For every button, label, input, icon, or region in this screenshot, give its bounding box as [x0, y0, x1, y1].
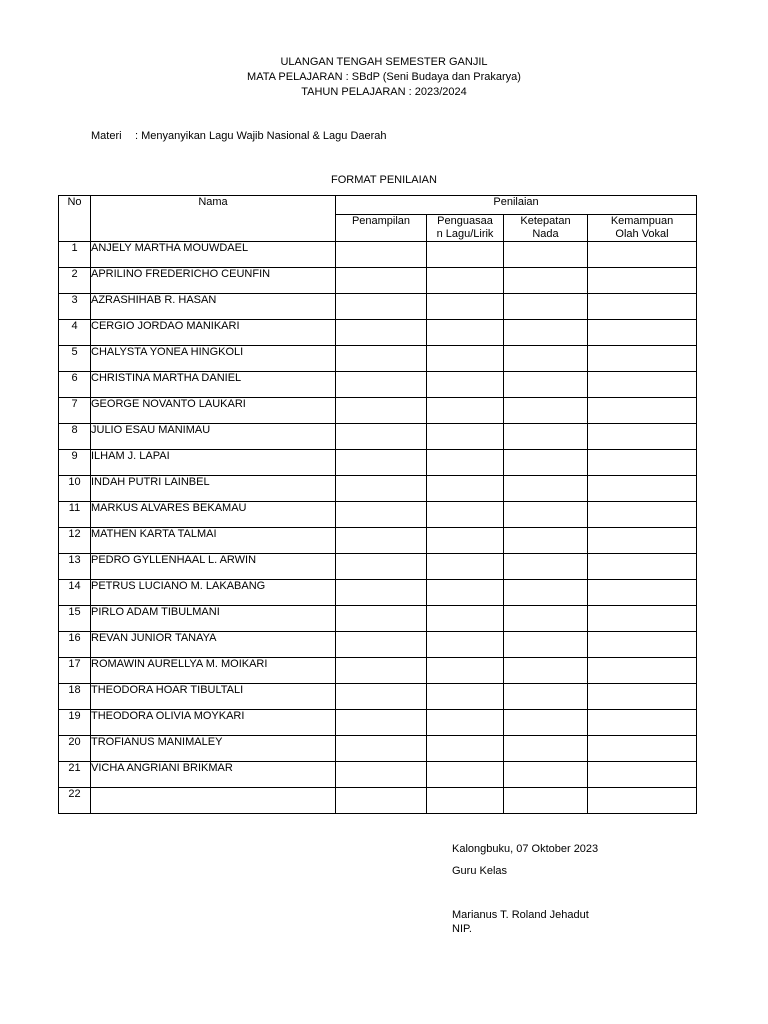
- signature-place-date: Kalongbuku, 07 Oktober 2023: [452, 843, 599, 855]
- score-kemampuan-cell: [588, 788, 697, 814]
- score-kemampuan-cell: [588, 242, 697, 268]
- col-header-kemampuan: Kemampuan Olah Vokal: [588, 215, 697, 242]
- row-number: 16: [59, 632, 91, 658]
- academic-year-line: TAHUN PELAJARAN : 2023/2024: [301, 86, 467, 98]
- score-ketepatan-cell: [504, 528, 588, 554]
- score-penampilan-cell: [336, 372, 427, 398]
- score-kemampuan-cell: [588, 736, 697, 762]
- row-number: 12: [59, 528, 91, 554]
- score-penampilan-cell: [336, 424, 427, 450]
- student-name: PIRLO ADAM TIBULMANI: [91, 606, 336, 632]
- student-name: MATHEN KARTA TALMAI: [91, 528, 336, 554]
- col-header-penilaian: Penilaian: [336, 196, 697, 215]
- grading-table: [58, 195, 697, 814]
- row-number: 9: [59, 450, 91, 476]
- score-penguasaan-cell: [427, 268, 504, 294]
- score-penampilan-cell: [336, 294, 427, 320]
- score-penguasaan-cell: [427, 294, 504, 320]
- row-number: 18: [59, 684, 91, 710]
- student-name: VICHA ANGRIANI BRIKMAR: [91, 762, 336, 788]
- score-kemampuan-cell: [588, 606, 697, 632]
- row-number: 14: [59, 580, 91, 606]
- student-name: PETRUS LUCIANO M. LAKABANG: [91, 580, 336, 606]
- score-kemampuan-cell: [588, 632, 697, 658]
- student-name: AZRASHIHAB R. HASAN: [91, 294, 336, 320]
- student-name: ROMAWIN AURELLYA M. MOIKARI: [91, 658, 336, 684]
- table-row: [59, 788, 697, 814]
- score-penguasaan-cell: [427, 554, 504, 580]
- score-penguasaan-cell: [427, 710, 504, 736]
- row-number: 21: [59, 762, 91, 788]
- format-title: FORMAT PENILAIAN: [331, 174, 437, 186]
- score-kemampuan-cell: [588, 450, 697, 476]
- student-name: TROFIANUS MANIMALEY: [91, 736, 336, 762]
- row-number: 5: [59, 346, 91, 372]
- score-ketepatan-cell: [504, 372, 588, 398]
- score-kemampuan-cell: [588, 320, 697, 346]
- student-name: REVAN JUNIOR TANAYA: [91, 632, 336, 658]
- score-penguasaan-cell: [427, 684, 504, 710]
- score-ketepatan-cell: [504, 476, 588, 502]
- score-penguasaan-cell: [427, 476, 504, 502]
- row-number: 1: [59, 242, 91, 268]
- student-name: MARKUS ALVARES BEKAMAU: [91, 502, 336, 528]
- score-penguasaan-cell: [427, 450, 504, 476]
- score-kemampuan-cell: [588, 710, 697, 736]
- score-kemampuan-cell: [588, 554, 697, 580]
- table-row: [59, 632, 697, 658]
- materi-line: [91, 130, 387, 142]
- table-row: [59, 710, 697, 736]
- score-penampilan-cell: [336, 632, 427, 658]
- student-name: THEODORA OLIVIA MOYKARI: [91, 710, 336, 736]
- score-ketepatan-cell: [504, 346, 588, 372]
- score-kemampuan-cell: [588, 684, 697, 710]
- row-number: 10: [59, 476, 91, 502]
- row-number: 19: [59, 710, 91, 736]
- score-ketepatan-cell: [504, 710, 588, 736]
- student-name: APRILINO FREDERICHO CEUNFIN: [91, 268, 336, 294]
- score-ketepatan-cell: [504, 684, 588, 710]
- score-penguasaan-cell: [427, 424, 504, 450]
- student-name: CHRISTINA MARTHA DANIEL: [91, 372, 336, 398]
- score-penampilan-cell: [336, 528, 427, 554]
- row-number: 13: [59, 554, 91, 580]
- score-penguasaan-cell: [427, 346, 504, 372]
- score-penampilan-cell: [336, 346, 427, 372]
- row-number: 22: [59, 788, 91, 814]
- student-name: JULIO ESAU MANIMAU: [91, 424, 336, 450]
- table-row: [59, 502, 697, 528]
- row-number: 3: [59, 294, 91, 320]
- score-ketepatan-cell: [504, 736, 588, 762]
- table-row: [59, 398, 697, 424]
- row-number: 17: [59, 658, 91, 684]
- score-penguasaan-cell: [427, 762, 504, 788]
- student-name: [91, 788, 336, 814]
- subject-line: MATA PELAJARAN : SBdP (Seni Budaya dan Prakarya): [247, 71, 521, 83]
- table-row: [59, 346, 697, 372]
- score-ketepatan-cell: [504, 606, 588, 632]
- student-name: ANJELY MARTHA MOUWDAEL: [91, 242, 336, 268]
- col-header-ketepatan: Ketepatan Nada: [504, 215, 588, 242]
- score-penampilan-cell: [336, 736, 427, 762]
- score-penampilan-cell: [336, 398, 427, 424]
- score-penampilan-cell: [336, 476, 427, 502]
- student-name: GEORGE NOVANTO LAUKARI: [91, 398, 336, 424]
- row-number: 15: [59, 606, 91, 632]
- row-number: 4: [59, 320, 91, 346]
- signature-name: Marianus T. Roland Jehadut: [452, 909, 589, 921]
- table-row: [59, 736, 697, 762]
- signature-role: Guru Kelas: [452, 865, 508, 877]
- score-penampilan-cell: [336, 450, 427, 476]
- score-kemampuan-cell: [588, 424, 697, 450]
- score-ketepatan-cell: [504, 398, 588, 424]
- score-penampilan-cell: [336, 788, 427, 814]
- materi-value: : Menyanyikan Lagu Wajib Nasional & Lagu Daerah: [135, 130, 387, 142]
- score-kemampuan-cell: [588, 580, 697, 606]
- table-row: [59, 320, 697, 346]
- row-number: 11: [59, 502, 91, 528]
- score-penampilan-cell: [336, 580, 427, 606]
- score-penampilan-cell: [336, 606, 427, 632]
- score-kemampuan-cell: [588, 502, 697, 528]
- score-penampilan-cell: [336, 320, 427, 346]
- score-penguasaan-cell: [427, 658, 504, 684]
- col-header-no: No: [59, 196, 91, 242]
- col-header-penampilan: Penampilan: [336, 215, 427, 242]
- table-row: [59, 424, 697, 450]
- score-penampilan-cell: [336, 242, 427, 268]
- score-penampilan-cell: [336, 684, 427, 710]
- row-number: 8: [59, 424, 91, 450]
- col-header-nama: Nama: [91, 196, 336, 242]
- table-row: [59, 476, 697, 502]
- score-ketepatan-cell: [504, 632, 588, 658]
- score-ketepatan-cell: [504, 294, 588, 320]
- score-kemampuan-cell: [588, 372, 697, 398]
- score-penampilan-cell: [336, 554, 427, 580]
- table-row: [59, 606, 697, 632]
- score-ketepatan-cell: [504, 242, 588, 268]
- row-number: 6: [59, 372, 91, 398]
- col-header-penguasaan: Penguasaa n Lagu/Lirik: [427, 215, 504, 242]
- row-number: 7: [59, 398, 91, 424]
- table-row: [59, 450, 697, 476]
- document-header: [0, 55, 768, 100]
- table-row: [59, 372, 697, 398]
- score-ketepatan-cell: [504, 658, 588, 684]
- score-penguasaan-cell: [427, 632, 504, 658]
- table-row: [59, 242, 697, 268]
- score-penguasaan-cell: [427, 606, 504, 632]
- table-row: [59, 554, 697, 580]
- table-row: [59, 684, 697, 710]
- student-name: CERGIO JORDAO MANIKARI: [91, 320, 336, 346]
- score-kemampuan-cell: [588, 268, 697, 294]
- score-ketepatan-cell: [504, 762, 588, 788]
- score-ketepatan-cell: [504, 502, 588, 528]
- score-penguasaan-cell: [427, 398, 504, 424]
- row-number: 2: [59, 268, 91, 294]
- score-penguasaan-cell: [427, 528, 504, 554]
- student-name: THEODORA HOAR TIBULTALI: [91, 684, 336, 710]
- materi-label: Materi: [91, 130, 122, 142]
- student-name: PEDRO GYLLENHAAL L. ARWIN: [91, 554, 336, 580]
- score-penguasaan-cell: [427, 502, 504, 528]
- exam-title: ULANGAN TENGAH SEMESTER GANJIL: [280, 56, 488, 68]
- row-number: 20: [59, 736, 91, 762]
- score-ketepatan-cell: [504, 320, 588, 346]
- score-penampilan-cell: [336, 710, 427, 736]
- score-kemampuan-cell: [588, 294, 697, 320]
- signature-nip: NIP.: [452, 923, 472, 935]
- student-name: CHALYSTA YONEA HINGKOLI: [91, 346, 336, 372]
- score-penguasaan-cell: [427, 372, 504, 398]
- score-ketepatan-cell: [504, 450, 588, 476]
- score-ketepatan-cell: [504, 424, 588, 450]
- score-kemampuan-cell: [588, 398, 697, 424]
- score-ketepatan-cell: [504, 268, 588, 294]
- student-name: ILHAM J. LAPAI: [91, 450, 336, 476]
- table-row: [59, 580, 697, 606]
- score-penguasaan-cell: [427, 580, 504, 606]
- table-row: [59, 268, 697, 294]
- score-ketepatan-cell: [504, 788, 588, 814]
- score-ketepatan-cell: [504, 554, 588, 580]
- score-ketepatan-cell: [504, 580, 588, 606]
- score-penguasaan-cell: [427, 736, 504, 762]
- score-kemampuan-cell: [588, 476, 697, 502]
- score-penampilan-cell: [336, 268, 427, 294]
- score-kemampuan-cell: [588, 346, 697, 372]
- table-row: [59, 294, 697, 320]
- table-row: [59, 762, 697, 788]
- score-kemampuan-cell: [588, 528, 697, 554]
- table-row: [59, 658, 697, 684]
- table-row: [59, 528, 697, 554]
- score-penguasaan-cell: [427, 242, 504, 268]
- table-header-row: [59, 196, 697, 215]
- score-kemampuan-cell: [588, 658, 697, 684]
- score-penampilan-cell: [336, 658, 427, 684]
- score-penampilan-cell: [336, 502, 427, 528]
- score-penguasaan-cell: [427, 788, 504, 814]
- score-penguasaan-cell: [427, 320, 504, 346]
- score-penampilan-cell: [336, 762, 427, 788]
- score-kemampuan-cell: [588, 762, 697, 788]
- student-name: INDAH PUTRI LAINBEL: [91, 476, 336, 502]
